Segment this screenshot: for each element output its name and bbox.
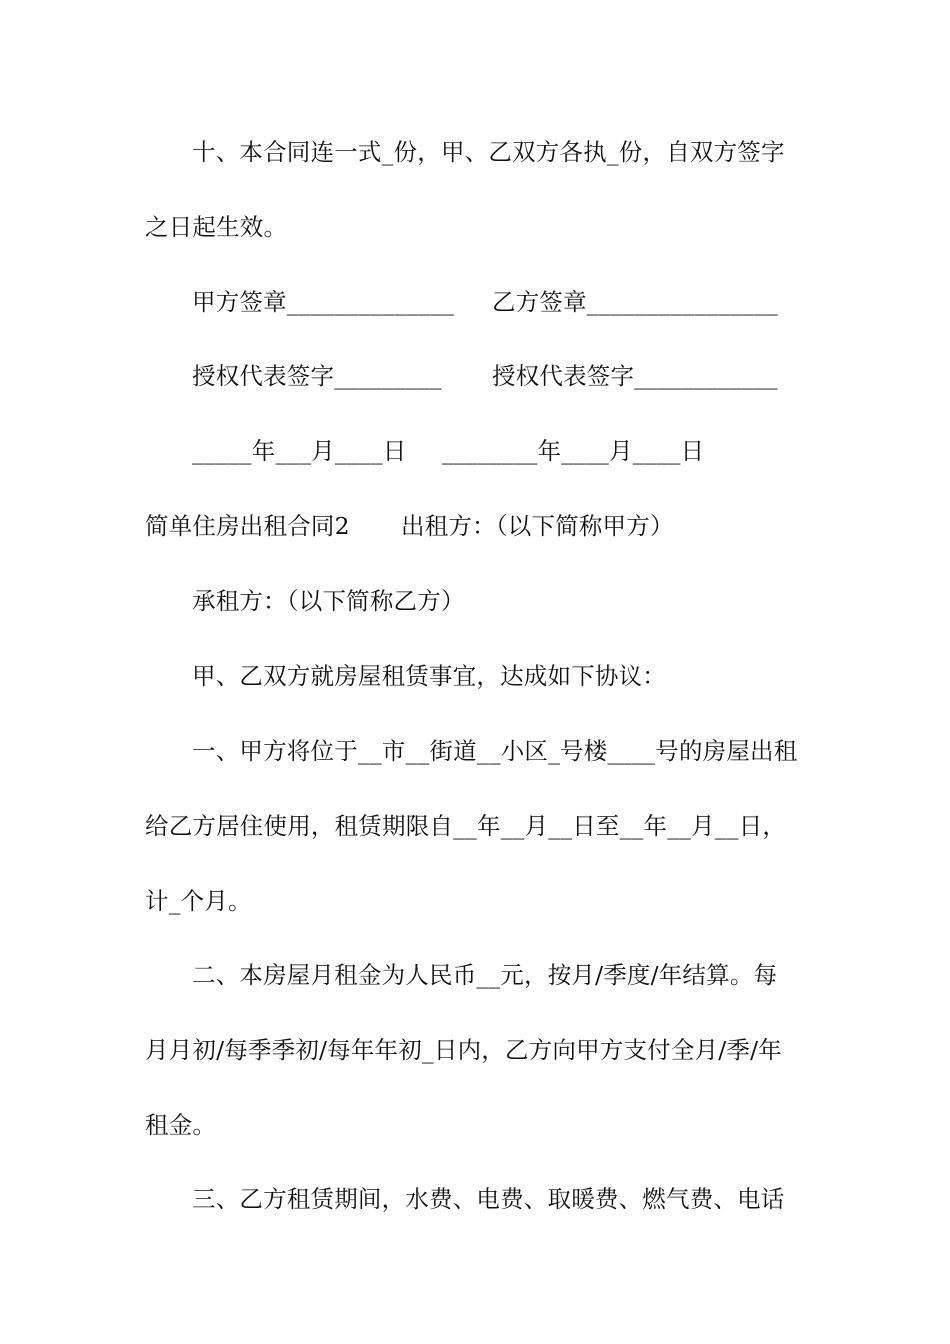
contract-2-heading-row [145,511,674,541]
date-row [192,436,705,466]
lessor-line: 出租方：（以下简称甲方） [401,512,674,540]
clause-2-line-2: 月月初/每季季初/每年年初_日内，乙方向甲方支付全月/季/年 [145,1036,782,1064]
clause-2-line-1: 二、本房屋月租金为人民币__元，按月/季度/年结算。每 [192,961,778,989]
representative-row [192,361,778,391]
party-a-date: _____年___月____日 [192,437,407,465]
clause-10-line-2: 之日起生效。 [145,213,288,241]
signature-row [192,287,778,317]
clause-2-line-3: 租金。 [145,1111,217,1139]
clause-1-line-1: 一、甲方将位于__市__街道__小区_号楼____号的房屋出租 [192,737,798,765]
agreement-intro: 甲、乙双方就房屋租赁事宜，达成如下协议： [192,662,666,690]
party-a-representative: 授权代表签字_________ [192,362,442,390]
clause-1-line-3: 计_个月。 [145,887,252,915]
party-b-representative: 授权代表签字____________ [492,362,778,390]
clause-10-line-1: 十、本合同连一式_份，甲、乙双方各执_份，自双方签字 [192,138,785,166]
clause-1-line-2: 给乙方居住使用，租赁期限自__年__月__日至__年__月__日， [145,812,787,840]
contract-2-title: 简单住房出租合同2 [145,512,350,540]
party-b-signature: 乙方签章________________ [492,288,778,316]
party-b-date: ________年____月____日 [442,437,705,465]
party-a-signature: 甲方签章______________ [192,288,455,316]
clause-3-line-1: 三、乙方租赁期间，水费、电费、取暖费、燃气费、电话 [192,1185,785,1213]
lessee-line: 承租方：（以下简称乙方） [192,587,465,615]
